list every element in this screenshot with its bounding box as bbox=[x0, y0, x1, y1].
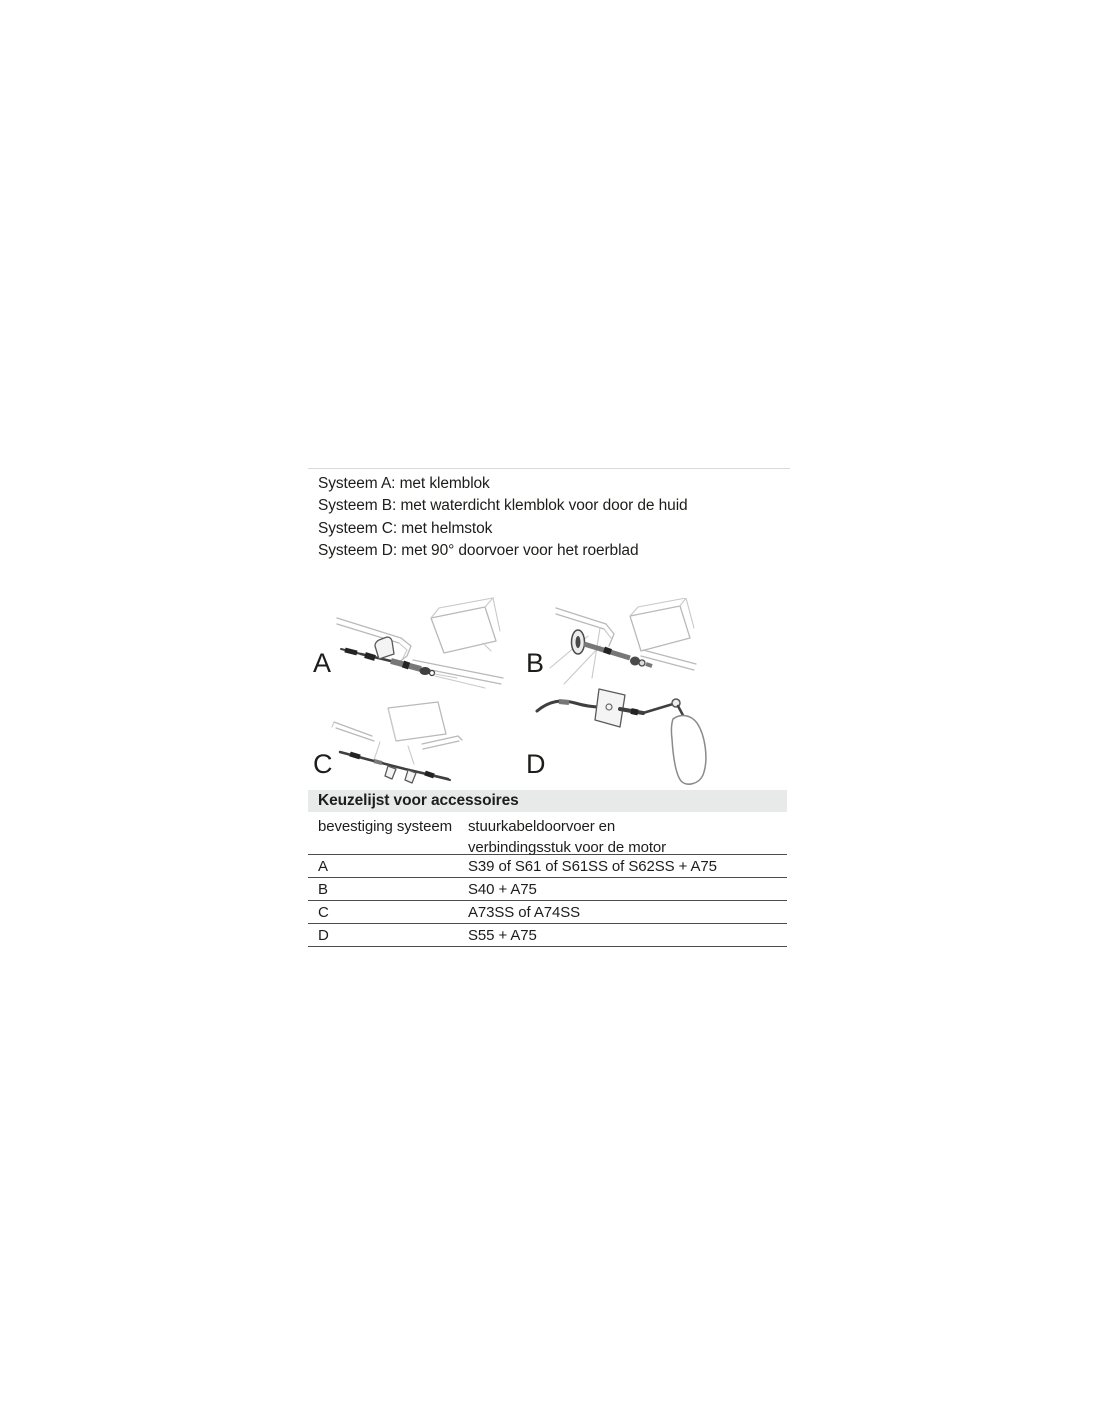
header-line-2: verbindingsstuk voor de motor bbox=[468, 839, 667, 856]
figure-a-illustration bbox=[335, 596, 510, 691]
row-a-system: A bbox=[318, 857, 328, 875]
table-row-c bbox=[308, 901, 787, 924]
system-d-description: Systeem D: met 90° doorvoer voor het roerblad bbox=[318, 542, 639, 560]
header-bevestiging-systeem: bevestiging systeem bbox=[318, 818, 453, 835]
row-d-parts: S55 + A75 bbox=[468, 926, 537, 944]
system-b-description: Systeem B: met waterdicht klemblok voor door de huid bbox=[318, 497, 688, 515]
header-stuurkabeldoorvoer bbox=[468, 816, 787, 854]
system-a-description: Systeem A: met klemblok bbox=[318, 475, 490, 492]
row-d-system: D bbox=[318, 926, 329, 944]
row-c-parts: A73SS of A74SS bbox=[468, 903, 581, 921]
system-description-list bbox=[318, 473, 798, 563]
row-b-parts: S40 + A75 bbox=[468, 880, 537, 898]
accessories-table-header-row bbox=[308, 812, 787, 855]
section-divider-rule bbox=[308, 468, 790, 469]
header-line-1: stuurkabeldoorvoer en bbox=[468, 818, 616, 835]
table-row-d bbox=[308, 924, 787, 947]
figure-c-illustration bbox=[330, 700, 465, 790]
table-row-b bbox=[308, 878, 787, 901]
figure-b-label: B bbox=[526, 648, 545, 678]
figure-c-label: C bbox=[313, 749, 333, 779]
figure-a-label: A bbox=[313, 648, 332, 678]
figure-d-illustration bbox=[535, 683, 730, 788]
row-c-system: C bbox=[318, 903, 329, 921]
system-c-description: Systeem C: met helmstok bbox=[318, 519, 493, 537]
figure-b-illustration bbox=[548, 598, 698, 693]
accessories-table-title: Keuzelijst voor accessoires bbox=[308, 790, 787, 812]
accessories-table bbox=[308, 790, 787, 947]
table-row-a bbox=[308, 855, 787, 878]
figure-d-label: D bbox=[526, 749, 546, 779]
row-b-system: B bbox=[318, 880, 328, 898]
row-a-parts: S39 of S61 of S61SS of S62SS + A75 bbox=[468, 857, 717, 875]
